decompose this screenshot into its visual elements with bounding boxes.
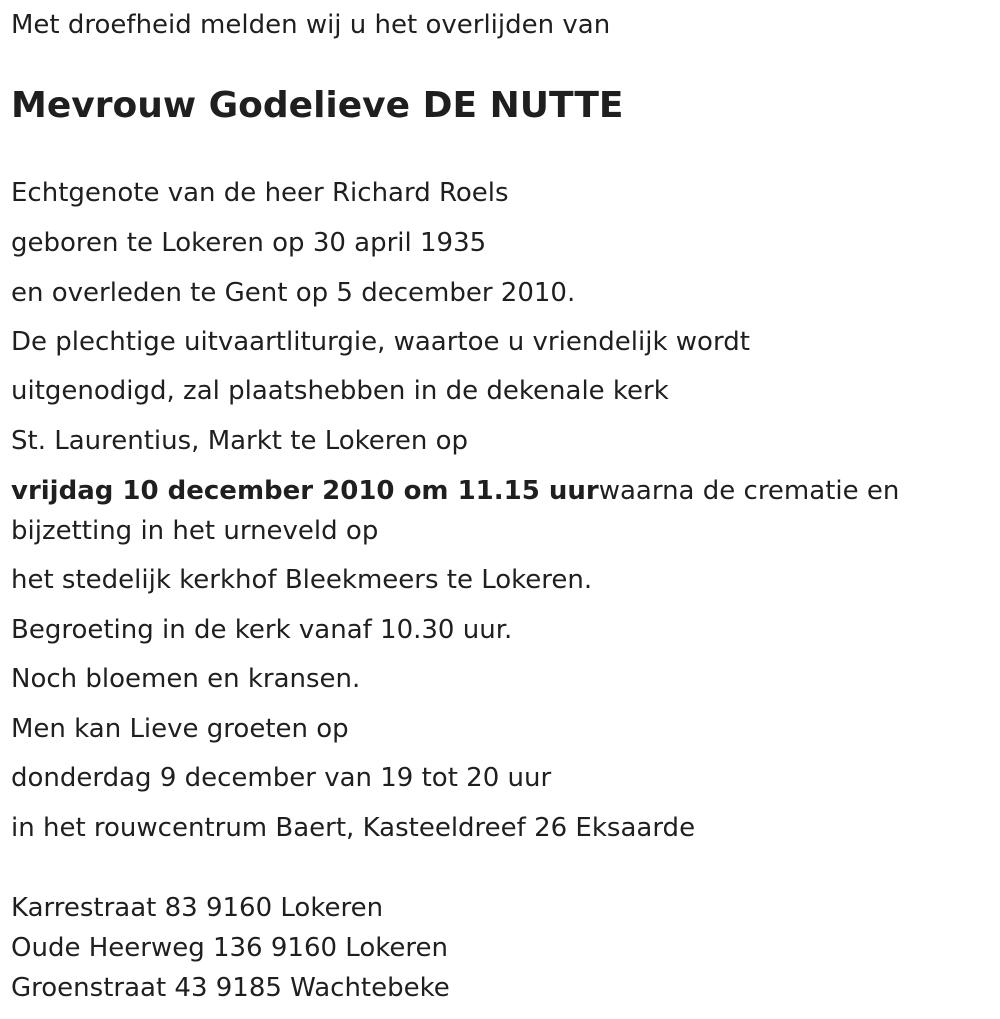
spouse-line: Echtgenote van de heer Richard Roels xyxy=(11,178,509,208)
condolence-date-line: donderdag 9 december van 19 tot 20 uur xyxy=(11,763,552,793)
address-3: Groenstraat 43 9185 Wachtebeke xyxy=(11,973,450,1003)
intro-text: Met droefheid melden wij u het overlijden van xyxy=(11,10,611,40)
greeting-church-line: Begroeting in de kerk vanaf 10.30 uur. xyxy=(11,615,513,645)
address-2: Oude Heerweg 136 9160 Lokeren xyxy=(11,933,448,963)
funeral-date-paragraph xyxy=(11,471,996,551)
cremation-text: waarna de crematie en bijzetting in het urneveld op xyxy=(11,476,900,546)
flowers-line: Noch bloemen en kransen. xyxy=(11,664,361,694)
funeral-date: vrijdag 10 december 2010 om 11.15 uur xyxy=(11,476,599,506)
funeral-home-line: in het rouwcentrum Baert, Kasteeldreef 26 Eksaarde xyxy=(11,813,696,843)
birth-line: geboren te Lokeren op 30 april 1935 xyxy=(11,228,487,258)
address-1: Karrestraat 83 9160 Lokeren xyxy=(11,893,384,923)
cemetery-line: het stedelijk kerkhof Bleekmeers te Lokeren. xyxy=(11,565,593,595)
condolence-line: Men kan Lieve groeten op xyxy=(11,714,349,744)
church-line: St. Laurentius, Markt te Lokeren op xyxy=(11,426,469,456)
liturgy-line-1: De plechtige uitvaartliturgie, waartoe u vriendelijk wordt xyxy=(11,327,750,357)
deceased-name: Mevrouw Godelieve DE NUTTE xyxy=(11,85,624,126)
death-line: en overleden te Gent op 5 december 2010. xyxy=(11,278,576,308)
liturgy-line-2: uitgenodigd, zal plaatshebben in de dekenale kerk xyxy=(11,376,669,406)
